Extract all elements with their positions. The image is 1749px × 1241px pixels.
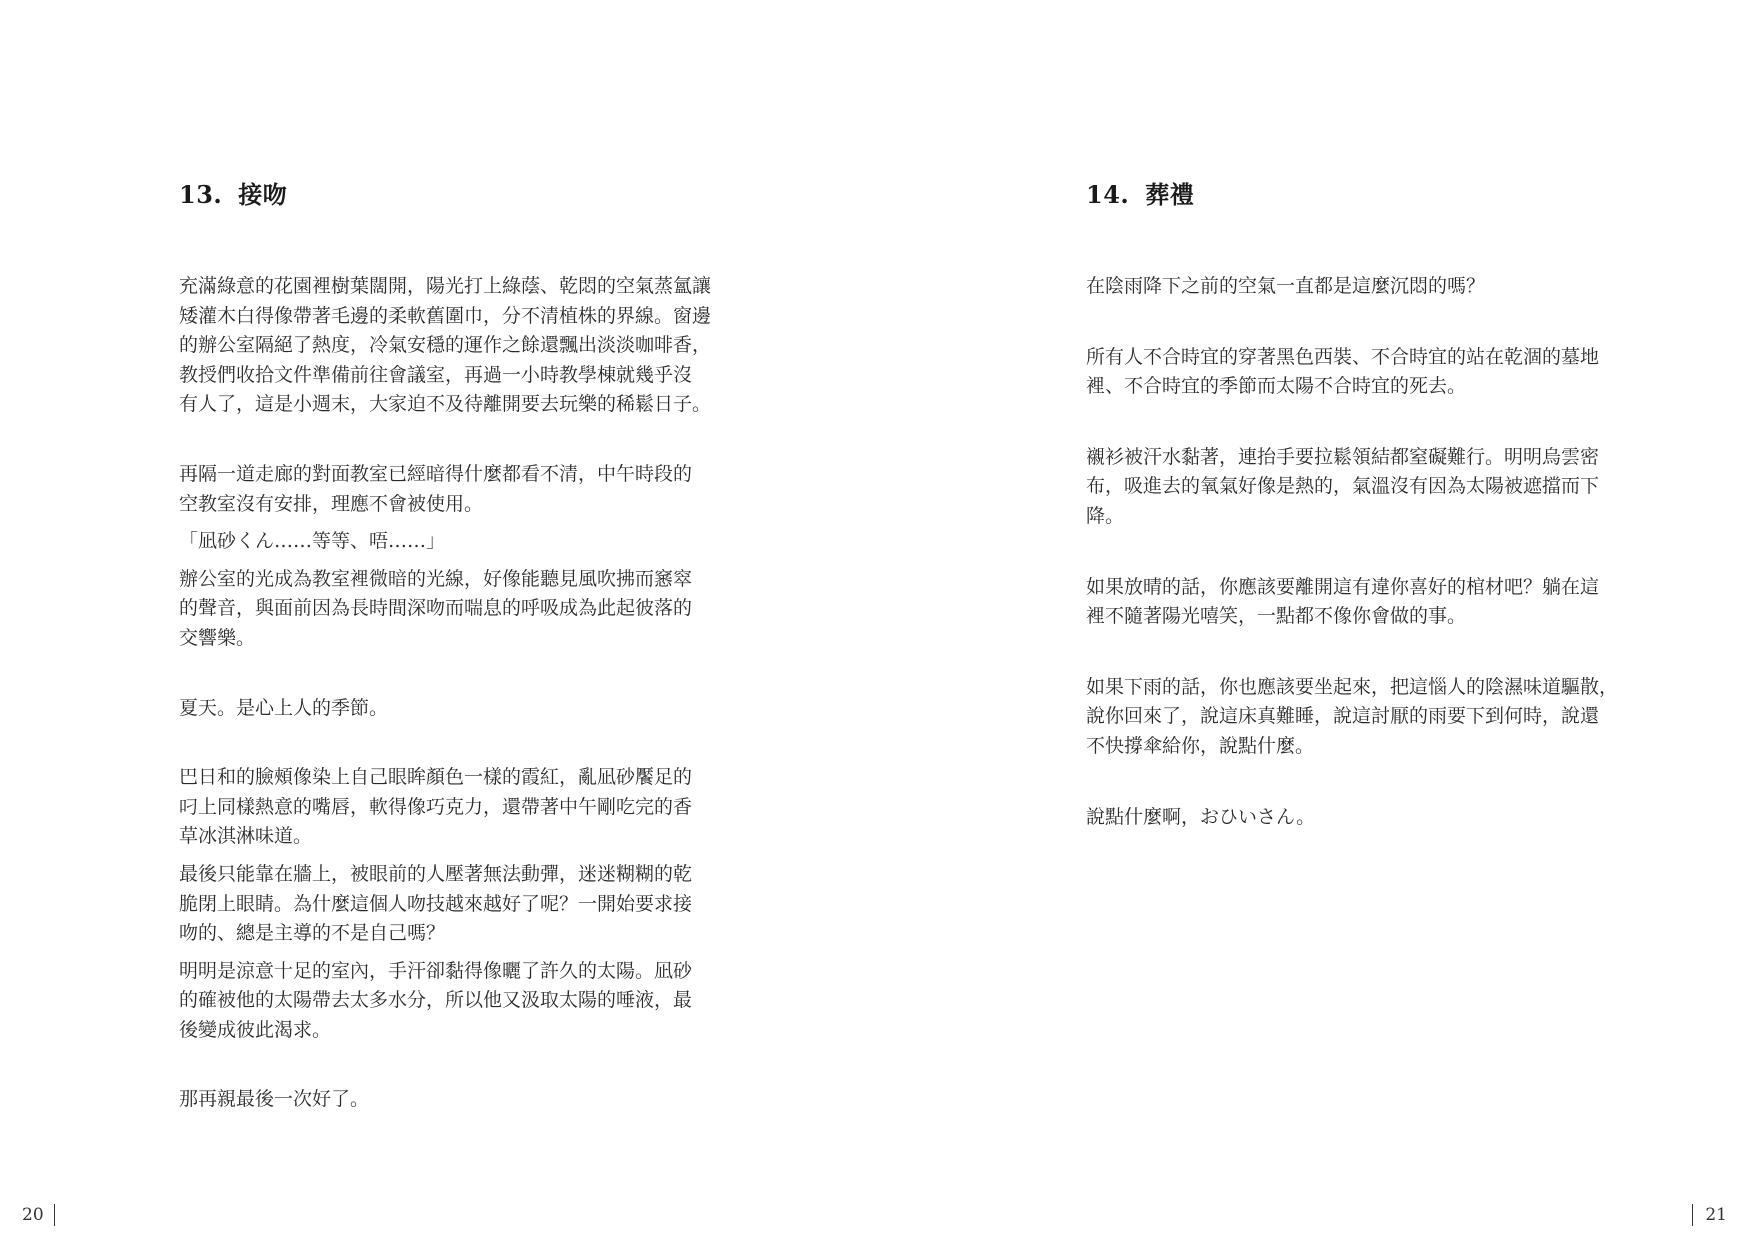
chapter-title: 接吻: [238, 180, 288, 209]
left-page: [0, 0, 874, 1241]
text-line: 空教室沒有安排，理應不會被使用。: [179, 492, 484, 515]
paragraph: [179, 763, 739, 852]
text-line: 所有人不合時宜的穿著黑色西裝、不合時宜的站在乾涸的墓地: [1086, 345, 1600, 368]
folio-divider: [54, 1204, 55, 1226]
text-line: 草冰淇淋味道。: [179, 825, 313, 848]
page-number: 21: [1705, 1205, 1727, 1225]
text-line: 最後只能靠在牆上，被眼前的人壓著無法動彈，迷迷糊糊的乾: [179, 862, 693, 885]
chapter-number: 14.: [1086, 180, 1130, 209]
text-line: 矮灌木白得像帶著毛邊的柔軟舊圍巾，分不清植株的界線。窗邊: [179, 304, 712, 327]
text-line: 再隔一道走廊的對面教室已經暗得什麼都看不清，中午時段的: [179, 462, 693, 485]
page-number: 20: [22, 1205, 44, 1225]
text-line: 不快撐傘給你，說點什麼。: [1086, 734, 1315, 757]
text-line: 襯衫被汗水黏著，連抬手要拉鬆領結都窒礙難行。明明烏雲密: [1086, 445, 1600, 468]
text-line: 說你回來了，說這床真難睡，說這討厭的雨要下到何時，說還: [1086, 705, 1600, 728]
right-page: [875, 0, 1749, 1241]
page-number-left: [22, 1204, 55, 1226]
paragraph: [1086, 573, 1646, 632]
text-line: 教授們收拾文件準備前往會議室，再過一小時教學棟就幾乎沒: [179, 363, 693, 386]
text-line: 的辦公室隔絕了熱度，冷氣安穩的運作之餘還飄出淡淡咖啡香，: [179, 334, 712, 357]
paragraph: [1086, 272, 1646, 302]
text-line: 夏天。是心上人的季節。: [179, 696, 389, 719]
paragraph: [179, 860, 739, 949]
text-line: 的聲音，與面前因為長時間深吻而喘息的呼吸成為此起彼落的: [179, 597, 693, 620]
text-line: 交響樂。: [179, 626, 256, 649]
paragraph: [179, 957, 739, 1046]
text-line: 有人了，這是小週末，大家迫不及待離開要去玩樂的稀鬆日子。: [179, 393, 712, 416]
paragraph: [1086, 803, 1646, 833]
paragraph: [179, 272, 739, 420]
chapter-number: 13.: [179, 180, 223, 209]
text-line: 充滿綠意的花園裡樹葉闊開，陽光打上綠蔭、乾悶的空氣蒸氳讓: [179, 275, 712, 297]
text-line: 「凪砂くん……等等、唔……」: [179, 530, 446, 553]
text-line: 的確被他的太陽帶去太多水分，所以他又汲取太陽的唾液，最: [179, 989, 693, 1012]
text-line: 吻的、總是主導的不是自己嗎？: [179, 922, 446, 945]
chapter-heading: [179, 175, 287, 210]
text-line: 明明是涼意十足的室內，手汗卻黏得像曬了許久的太陽。凪砂: [179, 959, 693, 982]
paragraph: [1086, 673, 1646, 762]
text-line: 說點什麼啊，おひいさん。: [1086, 805, 1316, 828]
text-line: 如果下雨的話，你也應該要坐起來，把這惱人的陰濕味道驅散，: [1086, 675, 1619, 698]
text-line: 布，吸進去的氧氣好像是熱的，氣溫沒有因為太陽被遮擋而下: [1086, 475, 1600, 498]
text-line: 那再親最後一次好了。: [179, 1088, 370, 1111]
text-line: 後變成彼此渴求。: [179, 1018, 332, 1041]
text-line: 叼上同樣熱意的嘴唇，軟得像巧克力，還帶著中午剛吃完的香: [179, 795, 693, 818]
paragraph: [179, 694, 739, 724]
text-line: 降。: [1086, 504, 1125, 527]
text-line: 脆閉上眼睛。為什麼這個人吻技越來越好了呢？一開始要求接: [179, 892, 693, 915]
folio-divider: [1692, 1204, 1693, 1226]
paragraph: [179, 1085, 739, 1115]
text-line: 在陰雨降下之前的空氣一直都是這麼沉悶的嗎？: [1086, 275, 1486, 297]
text-line: 裡、不合時宜的季節而太陽不合時宜的死去。: [1086, 375, 1467, 398]
paragraph: [179, 460, 739, 519]
paragraph: [1086, 343, 1646, 402]
text-line: 巴日和的臉頰像染上自己眼眸顏色一樣的霞紅，亂凪砂饜足的: [179, 766, 693, 789]
chapter-body: [1086, 272, 1646, 832]
chapter-title: 葬禮: [1145, 180, 1195, 209]
page-number-right: [1692, 1204, 1727, 1226]
chapter-body: [179, 272, 739, 1115]
dialogue-paragraph: [179, 527, 739, 557]
chapter-heading: [1086, 175, 1194, 210]
paragraph: [1086, 443, 1646, 532]
text-line: 如果放晴的話，你應該要離開這有違你喜好的棺材吧？躺在這: [1086, 575, 1600, 598]
text-line: 裡不隨著陽光嘻笑，一點都不像你會做的事。: [1086, 605, 1467, 628]
paragraph: [179, 565, 739, 654]
text-line: 辦公室的光成為教室裡微暗的光線，好像能聽見風吹拂而窸窣: [179, 567, 693, 590]
